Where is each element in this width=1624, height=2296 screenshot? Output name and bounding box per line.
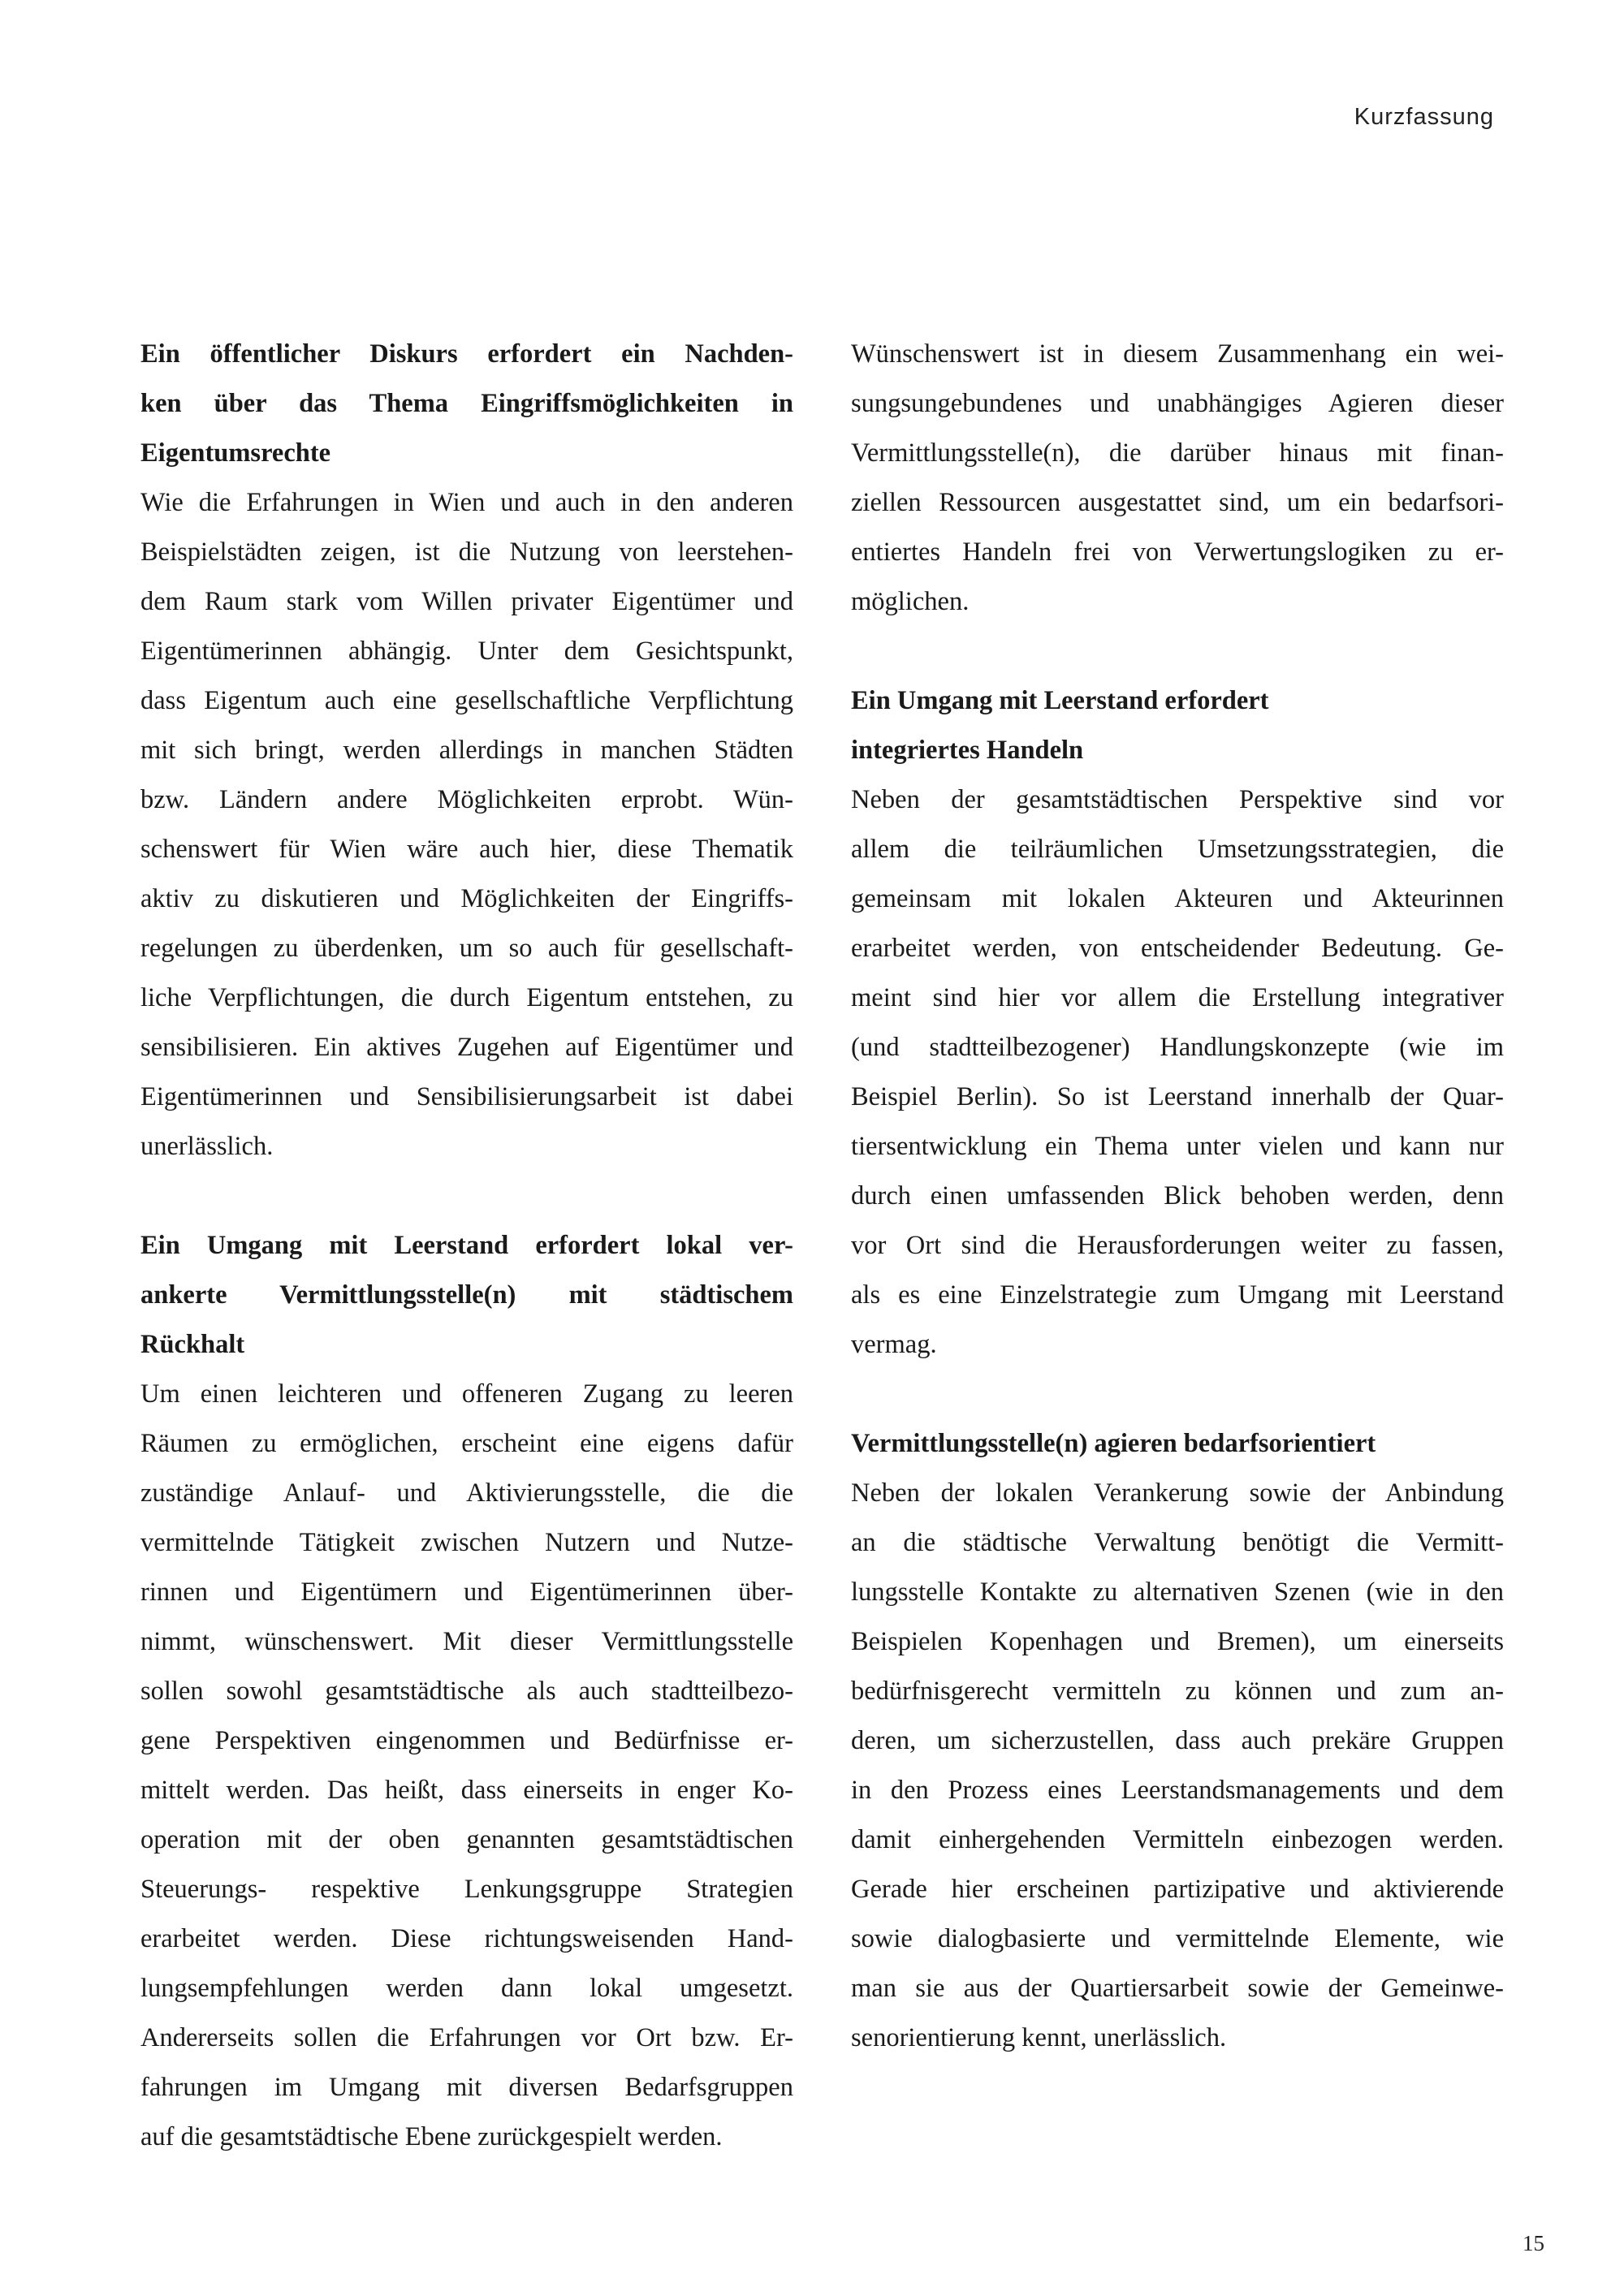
heading-line: Vermittlungsstelle(n) agieren bedarfsorientiert xyxy=(851,1429,1376,1458)
body-line: Neben der lokalen Verankerung sowie der Anbindung xyxy=(851,1478,1504,1508)
body-line: mittelt werden. Das heißt, dass einerseits in enger Ko- xyxy=(140,1776,793,1805)
running-head: Kurzfassung xyxy=(1354,104,1494,130)
body-line: nimmt, wünschenswert. Mit dieser Vermittlungsstelle xyxy=(140,1627,793,1656)
body-line: in den Prozess eines Leerstandsmanagements und dem xyxy=(851,1776,1504,1805)
body-line: Um einen leichteren und offeneren Zugang zu leeren xyxy=(140,1379,793,1409)
heading-line: ken über das Thema Eingriffsmöglichkeiten in xyxy=(140,389,793,418)
body-line: man sie aus der Quartiersarbeit sowie der Gemeinwe- xyxy=(851,1974,1504,2003)
body-line: Wie die Erfahrungen in Wien und auch in den anderen xyxy=(140,488,793,517)
body-line: Vermittlungsstelle(n), die darüber hinaus mit finan- xyxy=(851,438,1504,468)
body-line: unerlässlich. xyxy=(140,1132,274,1161)
body-line: allem die teilräumlichen Umsetzungsstrategien, die xyxy=(851,835,1504,864)
section-body xyxy=(140,1370,793,2162)
body-line: an die städtische Verwaltung benötigt die Vermitt- xyxy=(851,1528,1504,1557)
body-line: meint sind hier vor allem die Erstellung integrativer xyxy=(851,983,1504,1012)
body-line: Beispielstädten zeigen, ist die Nutzung von leerstehen- xyxy=(140,537,793,567)
body-line: als es eine Einzelstrategie zum Umgang mit Leerstand xyxy=(851,1280,1504,1310)
body-line: erarbeitet werden, von entscheidender Bedeutung. Ge- xyxy=(851,934,1504,963)
section-heading xyxy=(851,1419,1504,1469)
body-line: dem Raum stark vom Willen privater Eigentümer und xyxy=(140,587,793,616)
body-line: deren, um sicherzustellen, dass auch prekäre Gruppen xyxy=(851,1726,1504,1755)
body-line: regelungen zu überdenken, um so auch für gesellschaft- xyxy=(140,934,793,963)
heading-line: Ein Umgang mit Leerstand erfordert lokal ver- xyxy=(140,1231,793,1260)
body-line: Räumen zu ermöglichen, erscheint eine eigens dafür xyxy=(140,1429,793,1458)
body-line: vor Ort sind die Herausforderungen weiter zu fassen, xyxy=(851,1231,1504,1260)
paragraph-spacer xyxy=(851,627,1504,676)
body-line: gemeinsam mit lokalen Akteuren und Akteurinnen xyxy=(851,884,1504,913)
paragraph-spacer xyxy=(851,1370,1504,1419)
body-line: Beispielen Kopenhagen und Bremen), um einerseits xyxy=(851,1627,1504,1656)
body-line: lungsstelle Kontakte zu alternativen Szenen (wie in den xyxy=(851,1577,1504,1607)
body-line: ziellen Ressourcen ausgestattet sind, um ein bedarfsori- xyxy=(851,488,1504,517)
body-line: Wünschenswert ist in diesem Zusammenhang ein wei- xyxy=(851,339,1504,369)
body-line: dass Eigentum auch eine gesellschaftliche Verpflichtung xyxy=(140,686,793,715)
body-line: rinnen und Eigentümern und Eigentümerinnen über- xyxy=(140,1577,793,1607)
heading-line: Eigentumsrechte xyxy=(140,438,331,468)
body-line: bzw. Ländern andere Möglichkeiten erprobt. Wün- xyxy=(140,785,793,814)
body-line: damit einhergehenden Vermitteln einbezogen werden. xyxy=(851,1825,1504,1854)
body-line: liche Verpflichtungen, die durch Eigentum entstehen, zu xyxy=(140,983,793,1012)
heading-line: ankerte Vermittlungsstelle(n) mit städtischem xyxy=(140,1280,793,1310)
body-line: durch einen umfassenden Blick behoben werden, denn xyxy=(851,1181,1504,1211)
body-line: senorientierung kennt, unerlässlich. xyxy=(851,2023,1227,2052)
heading-line: Ein Umgang mit Leerstand erfordert xyxy=(851,686,1269,715)
body-line: schenswert für Wien wäre auch hier, diese Thematik xyxy=(140,835,793,864)
body-line: Beispiel Berlin). So ist Leerstand innerhalb der Quar- xyxy=(851,1082,1504,1111)
body-line: Gerade hier erscheinen partizipative und aktivierende xyxy=(851,1875,1504,1904)
body-line: auf die gesamtstädtische Ebene zurückgespielt werden. xyxy=(140,2122,723,2151)
body-line: Andererseits sollen die Erfahrungen vor Ort bzw. Er- xyxy=(140,2023,793,2052)
section-body xyxy=(851,775,1504,1370)
section-heading xyxy=(140,330,793,478)
heading-line: Rückhalt xyxy=(140,1330,245,1359)
section-heading xyxy=(140,1221,793,1370)
body-line: mit sich bringt, werden allerdings in manchen Städten xyxy=(140,736,793,765)
body-line: erarbeitet werden. Diese richtungsweisenden Hand- xyxy=(140,1924,793,1953)
left-column xyxy=(140,330,793,2162)
body-line: Steuerungs- respektive Lenkungsgruppe Strategien xyxy=(140,1875,793,1904)
paragraph-spacer xyxy=(140,1172,793,1221)
body-line: lungsempfehlungen werden dann lokal umgesetzt. xyxy=(140,1974,793,2003)
body-line: sungsungebundenes und unabhängiges Agieren dieser xyxy=(851,389,1504,418)
body-line: gene Perspektiven eingenommen und Bedürfnisse er- xyxy=(140,1726,793,1755)
body-line: sensibilisieren. Ein aktives Zugehen auf Eigentümer und xyxy=(140,1033,793,1062)
body-line: fahrungen im Umgang mit diversen Bedarfsgruppen xyxy=(140,2073,793,2102)
body-line: Eigentümerinnen und Sensibilisierungsarbeit ist dabei xyxy=(140,1082,793,1111)
body-line: vermag. xyxy=(851,1330,937,1359)
heading-line: Ein öffentlicher Diskurs erfordert ein Nachden- xyxy=(140,339,793,369)
body-line: Eigentümerinnen abhängig. Unter dem Gesichtspunkt, xyxy=(140,637,793,666)
body-line: vermittelnde Tätigkeit zwischen Nutzern und Nutze- xyxy=(140,1528,793,1557)
body-line: möglichen. xyxy=(851,587,970,616)
heading-line: integriertes Handeln xyxy=(851,736,1084,765)
body-line: zuständige Anlauf- und Aktivierungsstelle, die die xyxy=(140,1478,793,1508)
body-line: (und stadtteilbezogener) Handlungskonzepte (wie im xyxy=(851,1033,1504,1062)
page-number: 15 xyxy=(1522,2231,1544,2255)
body-line: Neben der gesamtstädtischen Perspektive sind vor xyxy=(851,785,1504,814)
body-line: sowie dialogbasierte und vermittelnde Elemente, wie xyxy=(851,1924,1504,1953)
body-line: aktiv zu diskutieren und Möglichkeiten der Eingriffs- xyxy=(140,884,793,913)
body-line: operation mit der oben genannten gesamtstädtischen xyxy=(140,1825,793,1854)
section-heading xyxy=(851,676,1504,775)
section-body xyxy=(851,1469,1504,2063)
body-line: sollen sowohl gesamtstädtische als auch stadtteilbezo- xyxy=(140,1677,793,1706)
section-body xyxy=(140,478,793,1172)
right-column xyxy=(851,330,1504,2063)
body-line: bedürfnisgerecht vermitteln zu können und zum an- xyxy=(851,1677,1504,1706)
section-body xyxy=(851,330,1504,627)
body-line: tiersentwicklung ein Thema unter vielen und kann nur xyxy=(851,1132,1504,1161)
body-line: entiertes Handeln frei von Verwertungslogiken zu er- xyxy=(851,537,1504,567)
